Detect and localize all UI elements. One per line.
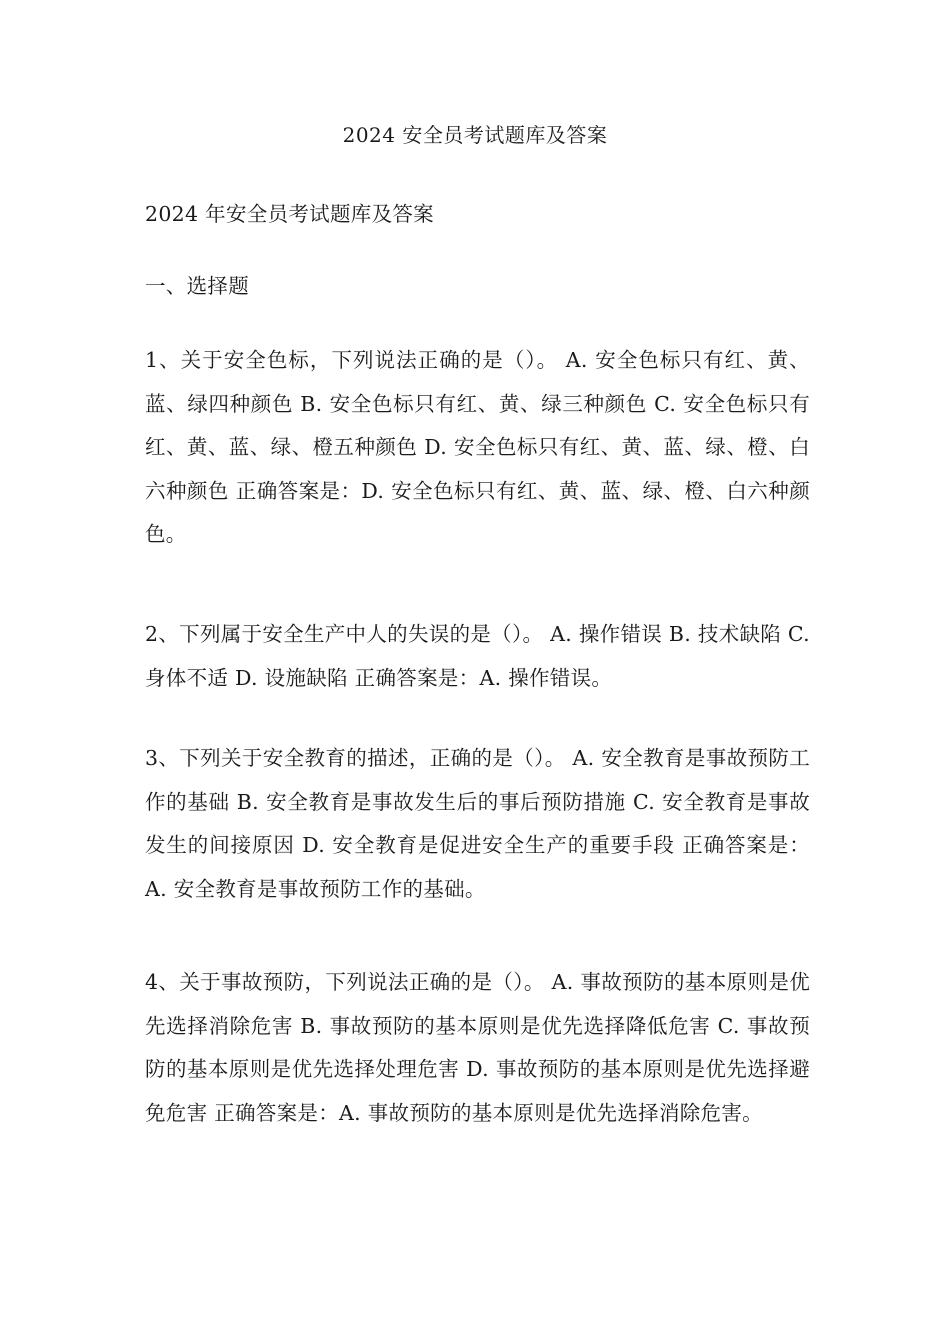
question-paragraph: 3、下列关于安全教育的描述，正确的是（）。 A. 安全教育是事故预防工作的基础 B. 安全教育是事故发生后的事后预防措施 C. 安全教育是事故发生的间接原因 D. 安全教育是促进安全生产的重要手段 正确答案是：A. 安全教育是事故预防工作的基础。 [145, 746, 810, 901]
section-heading: 一、选择题 [145, 274, 249, 298]
question-paragraph: 1、关于安全色标，下列说法正确的是（）。 A. 安全色标只有红、黄、蓝、绿四种颜色 B. 安全色标只有红、黄、绿三种颜色 C. 安全色标只有红、黄、蓝、绿、橙五种颜色 D. 安全色标只有红、黄、蓝、绿、橙、白六种颜色 正确答案是：D. 安全色标只有红、黄、蓝、绿、橙、白六种颜色。 [145, 348, 810, 546]
question-paragraph: 4、关于事故预防，下列说法正确的是（）。 A. 事故预防的基本原则是优先选择消除危害 B. 事故预防的基本原则是优先选择降低危害 C. 事故预防的基本原则是优先选择处理危害 D. 事故预防的基本原则是优先选择避免危害 正确答案是：A. 事故预防的基本原则是优先选择消除危害。 [145, 970, 810, 1125]
question-paragraph: 2、下列属于安全生产中人的失误的是（）。 A. 操作错误 B. 技术缺陷 C. 身体不适 D. 设施缺陷 正确答案是：A. 操作错误。 [145, 622, 810, 690]
document-title: 2024 安全员考试题库及答案 [342, 123, 608, 147]
document-subtitle: 2024 年安全员考试题库及答案 [145, 202, 434, 226]
